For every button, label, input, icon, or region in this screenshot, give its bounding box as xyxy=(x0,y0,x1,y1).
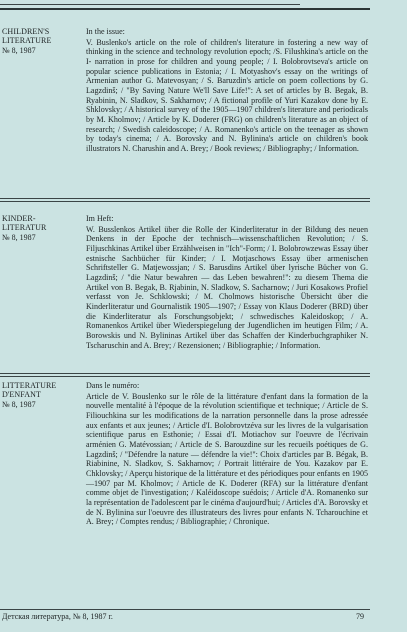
section-label xyxy=(2,381,78,409)
section-body: V. Buslenko's article on the role of children's literature in fostering a new way of thinking in the science and technology revolution epoch; /S. Filushkina's article on the I- narration in prose for children and young people; / I. Bolobrovtseva's article on popular science publications in Estonia; / I. Motyashov's essay on the writings of Armenian author G. Matevosyan; / S. Baruzdin's article on poem collections by G. Lagzdinš; / "By Saving Nature We'll Save Life!": A set of articles by B. Begak, B. Ryabinin, N. Sladkov, S. Sakharnov; / A fictional profile of Yuri Kazakov done by E. Shklovsky; / A historical survey of the 1905—1907 children's literature and periodicals by M. Kholmov; / Article by K. Doderer (FRG) on children's literature as an object of research; / Swedish caleidoscope; / A. Romanenko's article on the teenager as shown by today's cinema; / A. Borovsky and N. Bylinina's article on children's book illustrators N. Charushin and A. Brey; / Book reviews; / Bibliography; / Information. xyxy=(86,37,368,153)
section-label xyxy=(2,214,78,242)
section-separator xyxy=(0,201,370,202)
section-separator xyxy=(0,198,370,199)
section-title-line: D'ENFANT xyxy=(2,390,41,399)
footer-source: Детская литература, № 8, 1987 г. xyxy=(2,612,113,621)
section-heading: Dans le numéro: xyxy=(86,381,140,390)
section-title-line: LITERATUR xyxy=(2,223,47,232)
section-issue: № 8, 1987 xyxy=(2,400,36,409)
footer-rule xyxy=(0,609,370,610)
section-title-line: CHILDREN'S xyxy=(2,27,50,36)
section-issue: № 8, 1987 xyxy=(2,233,36,242)
section-body: W. Busslenkos Artikel über die Rolle der Kinderliteratur in der Bildung des neuen Denkens in der Epoche der technisch—wissenschaftlichen Revolution; / S. Filjuschkinas Artikel über Erzählweisen in "Ich"-Form; / I. Bolobrowzewas Essay über estnische Sachbücher für Kinder; / I. Motjaschows Essay über armenischen Schriftsteller G. Matjewossjan; / S. Barusdins Artikel über lyrische Bücher von G. Lagzdinš; / "die Natur bewahren — das Leben bewahren!": zu diesem Thema die Artikel von B. Begak, B. Rjabinin, N. Sladkow, S. Sacharnow; / Juri Kosakows Profiel verfasst von Je. Schklowski; / M. Cholmows historische Übersicht über die Kinderliteratur und Gournalistik 1905—1907; / Essay von Klaus Doderer (BRD) über die Kinderliteratur als Forschungsobjekt; / schwedisches Kaleidoskop; / A. Romanenkos Artikel über Wiederspiegelung der Jugendlichen im heutigen Film; / A. Borowskis und N. Bylininas Artikel über das Schaffen der Kinderbuchgraphiker N. Tscharuschin and A. Brey; / Rezensionen; / Bibliographie; / Information. xyxy=(86,224,368,350)
section-content xyxy=(86,27,368,154)
page-number: 79 xyxy=(356,612,364,621)
section-content xyxy=(86,214,368,350)
section-heading: In the issue: xyxy=(86,27,125,36)
section-content xyxy=(86,381,368,527)
section-issue: № 8, 1987 xyxy=(2,46,36,55)
section-separator xyxy=(0,376,370,377)
section-title-line: LITTERATURE xyxy=(2,381,57,390)
top-rule-thin xyxy=(0,4,300,5)
section-title-line: LITERATURE xyxy=(2,36,52,45)
section-label xyxy=(2,27,78,55)
section-body: Article de V. Bouslenko sur le rôle de la littérature d'enfant dans la formation de la nouvelle mentalité à l'époque de la révolution scientifique et technique; / Article de S. Filiouchkina sur les modifications de la narration personnelle dans la prose adressée aux enfants et aux jeunes; / Article d'I. Bolobrovtzéva sur les livres de la vulgarisation scientifique parus en Esthonie; / Essai d'I. Motiachov sur l'oeuvre de l'écrivain arménien G. Matévossian; / Article de S. Barouzdine sur les recueils poétiques de G. Lagzdinš; / "Défendre la nature — défendre la vie!": Choix d'articles par B. Bégak, B. Riabinine, N. Sladkov, S. Sakharnov; / Portrait littéraire de You. Kazakov par E. Chklovsky; / Aperçu historique de la littérature et des périodiques pour enfants en 1905—1907 par M. Kholmov; / Article de K. Doderer (RFA) sur la littérature d'enfant comme objet de l'investigation; / Kaléidoscope suédois; / Article d'A. Romanenko sur la représentation de l'adolescent par le cinéma d'aujourd'hui; / Articles d'A. Borovsky et de N. Bylinina sur l'oeuvre des illustrateurs des livres pour enfants N. Tcharouchine et A. Brey; / Comptes rendus; / Bibliographie; / Chronique. xyxy=(86,391,368,527)
top-rule-thick xyxy=(0,8,370,10)
section-heading: Im Heft: xyxy=(86,214,114,223)
section-separator xyxy=(0,373,370,374)
section-title-line: KINDER- xyxy=(2,214,36,223)
